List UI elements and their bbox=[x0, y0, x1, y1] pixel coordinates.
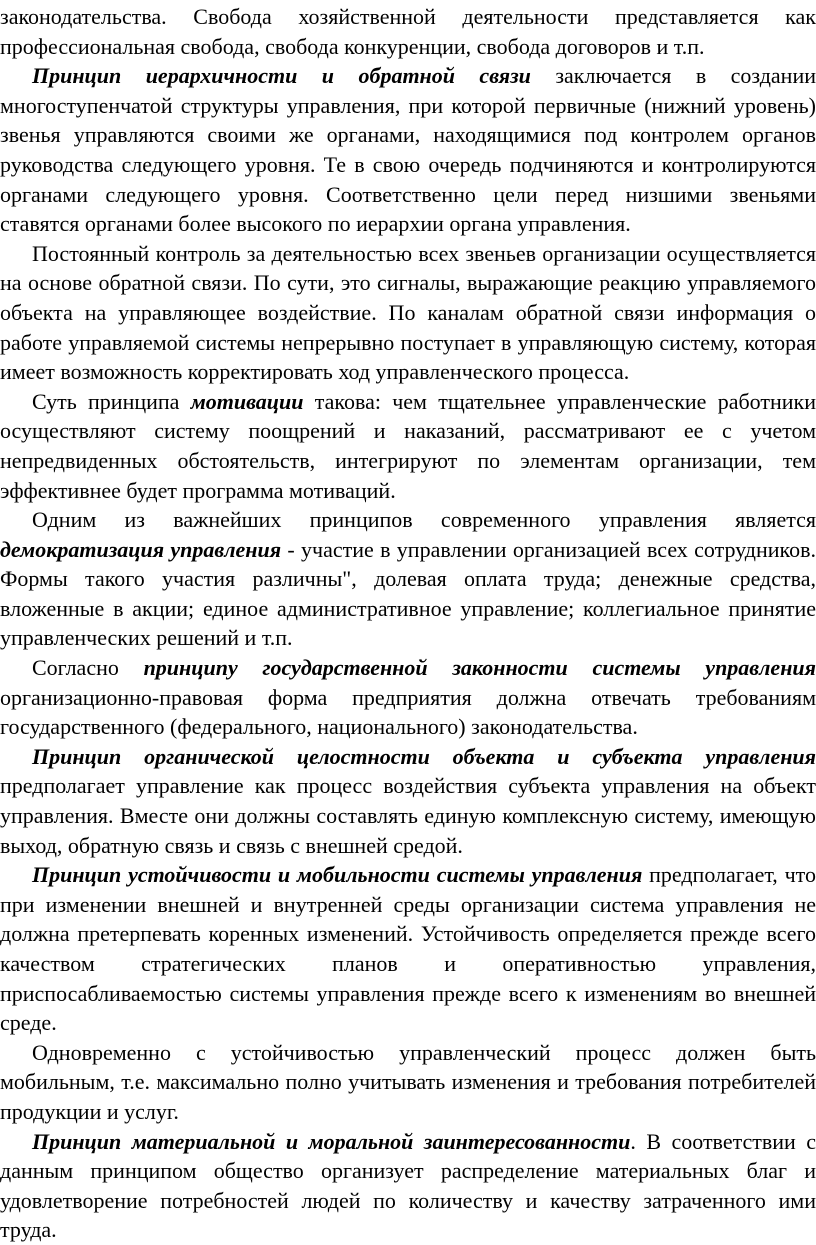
text-run: законодательства. Свобода хозяйственной деятельности представляется как профессиональная свобода, свобода конкуренции, свобода договоров и т.п. bbox=[0, 4, 816, 59]
text-run: . В соответствии с данным принципом общество организует распределение материальных благ и удовлетворение потребностей людей по количеству и качеству затраченного ими труда. bbox=[0, 1128, 816, 1243]
text-run: Одновременно с устойчивостью управленческий процесс должен быть мобильным, т.е. максимально полно учитывать изменения и требования потребителей продукции и услуг. bbox=[0, 1039, 816, 1124]
emphasized-term: принципу государственной законности системы управления bbox=[143, 655, 816, 681]
paragraph bbox=[0, 860, 816, 1038]
paragraph bbox=[0, 2, 816, 61]
emphasized-term: Принцип иерархичности и обратной связи bbox=[32, 63, 531, 89]
text-run: заключается в создании многоступенчатой структуры управления, при которой первичные (нижний уровень) звенья управляются своими же органами, находящимися под контролем органов руководства следующего уровня. Те в свою очередь подчиняются и контролируются органами следующего уровня. Соответственно цели перед низшими звеньями ставятся органами более высокого по иерархии органа управления. bbox=[0, 63, 816, 237]
paragraph bbox=[0, 1127, 816, 1245]
text-run: предполагает управление как процесс воздействия субъекта управления на объект управления. Вместе они должны составлять единую комплексную систему, имеющую выход, обратную связь и связь с внешней средой. bbox=[0, 773, 816, 858]
text-run: Постоянный контроль за деятельностью всех звеньев организации осуществляется на основе обратной связи. По сути, это сигналы, выражающие реакцию управляемого объекта на управляющее воздействие. По каналам обратной связи информация о работе управляемой системы непрерывно поступает в управляющую систему, которая имеет возможность корректировать ход управленческого процесса. bbox=[0, 240, 816, 385]
paragraph bbox=[0, 387, 816, 505]
text-run: Суть принципа bbox=[32, 388, 191, 414]
paragraph bbox=[0, 239, 816, 387]
emphasized-term: демократизация управления bbox=[0, 536, 282, 562]
paragraph bbox=[0, 61, 816, 239]
emphasized-term: Принцип материальной и моральной заинтересованности bbox=[32, 1128, 631, 1154]
paragraph bbox=[0, 653, 816, 742]
paragraph bbox=[0, 505, 816, 653]
text-run: такова: чем тщательнее управленческие работники осуществляют систему поощрений и наказаний, рассматривают ее с учетом непредвиденных обстоятельств, интегрируют по элементам организации, тем эффективнее будет программа мотиваций. bbox=[0, 388, 816, 503]
text-run: Одним из важнейших принципов современного управления является bbox=[32, 507, 816, 533]
text-run: - участие в управлении организацией всех сотрудников. Формы такого участия различны", долевая оплата труда; денежные средства, вложенные в акции; единое административное управление; коллегиальное принятие управленческих решений и т.п. bbox=[0, 536, 816, 651]
emphasized-term: Принцип устойчивости и мобильности системы управления bbox=[32, 862, 643, 888]
text-run: Согласно bbox=[32, 655, 144, 681]
paragraph bbox=[0, 742, 816, 860]
paragraph bbox=[0, 1038, 816, 1127]
text-run: организационно-правовая форма предприятия должна отвечать требованиям государственного (федерального, национального) законодательства. bbox=[0, 684, 816, 740]
text-run: предполагает, что при изменении внешней и внутренней среды организации система управления не должна претерпевать коренных изменений. Устойчивость определяется прежде всего качеством стратегических планов и оперативностью управления, приспосабливаемостью системы управления прежде всего к изменениям во внешней среде. bbox=[0, 862, 816, 1036]
emphasized-term: Принцип органической целостности объекта и субъекта управления bbox=[32, 743, 816, 769]
emphasized-term: мотивации bbox=[190, 388, 304, 414]
